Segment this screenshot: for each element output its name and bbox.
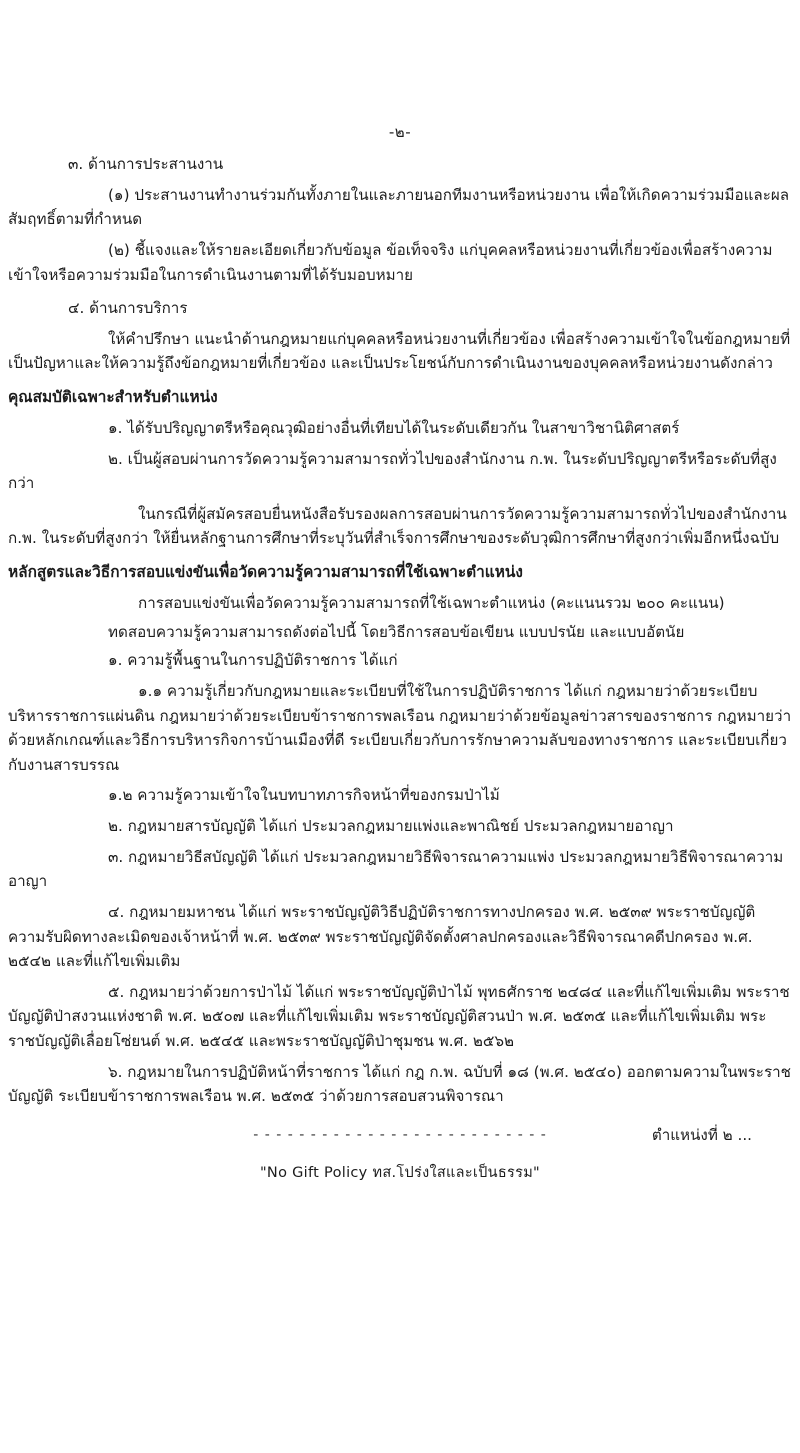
curriculum-item-5: ๕. กฎหมายว่าด้วยการป่าไม้ ได้แก่ พระราชบัญญัติป่าไม้ พุทธศักราช ๒๔๘๔ และที่แก้ไขเพิ่มเติม พระราชบัญญัติป่าสงวนแห่งชาติ พ.ศ. ๒๕๐๗ และที่แก้ไขเพิ่มเติม พระราชบัญญัติสวนป่า พ.ศ. ๒๕๓๕ และที่แก้ไขเพิ่มเติม พระราชบัญญัติเลื่อยโซ่ยนต์ พ.ศ. ๒๕๔๕ และพระราชบัญญัติป่าชุมชน พ.ศ. ๒๕๖๒ (8, 982, 790, 1051)
curriculum-item-1-2: ๑.๒ ความรู้ความเข้าใจในบทบาทภารกิจหน้าที่ของกรมป่าไม้ (108, 786, 500, 805)
section-item-coordination-1: (๑) ประสานงานทำงานร่วมกันทั้งภายในและภายนอกทีมงานหรือหน่วยงาน เพื่อให้เกิดความร่วมมือและผลสัมฤทธิ์ตามที่กำหนด (8, 185, 790, 229)
section-heading-coordination: ๓. ด้านการประสานงาน (68, 155, 224, 173)
section-item-service-1: ให้คำปรึกษา แนะนำด้านกฎหมายแก่บุคคลหรือหน่วยงานที่เกี่ยวข้อง เพื่อสร้างความเข้าใจในข้อกฎหมายที่เป็นปัญหาและให้ความรู้ถึงข้อกฎหมายที่เกี่ยวข้อง และเป็นประโยชน์กับการดำเนินงานของบุคคลหรือหน่วยงานดังกล่าว (8, 329, 791, 373)
curriculum-item-2: ๒. กฎหมายสารบัญญัติ ได้แก่ ประมวลกฎหมายแพ่งและพาณิชย์ ประมวลกฎหมายอาญา (108, 817, 674, 836)
document-content (0, 120, 800, 1184)
section-item-coordination-2: (๒) ชี้แจงและให้รายละเอียดเกี่ยวกับข้อมูล ข้อเท็จจริง แก่บุคคลหรือหน่วยงานที่เกี่ยวข้องเพื่อสร้างความเข้าใจหรือความร่วมมือในการดำเนินงานตามที่ได้รับมอบหมาย (8, 240, 773, 284)
curriculum-item-4: ๔. กฎหมายมหาชน ได้แก่ พระราชบัญญัติวิธีปฏิบัติราชการทางปกครอง พ.ศ. ๒๕๓๙ พระราชบัญญัติความรับผิดทางละเมิดของเจ้าหน้าที่ พ.ศ. ๒๕๓๙ พระราชบัญญัติจัดตั้งศาลปกครองและวิธีพิจารณาคดีปกครอง พ.ศ. ๒๕๔๒ และที่แก้ไขเพิ่มเติม (8, 902, 756, 971)
footer-divider: - - - - - - - - - - - - - - - - - - - - - - - - - - (253, 1126, 547, 1143)
qualifications-heading: คุณสมบัติเฉพาะสำหรับตำแหน่ง (8, 388, 218, 406)
qualification-item-1: ๑. ได้รับปริญญาตรีหรือคุณวุฒิอย่างอื่นที่เทียบได้ในระดับเดียวกัน ในสาขาวิชานิติศาสตร์ (108, 418, 680, 437)
next-page-reference: ตำแหน่งที่ ๒ ... (651, 1125, 752, 1144)
curriculum-intro-1: การสอบแข่งขันเพื่อวัดความรู้ความสามารถที่ใช้เฉพาะตำแหน่ง (คะแนนรวม ๒๐๐ คะแนน) (138, 594, 725, 613)
section-heading-service: ๔. ด้านการบริการ (68, 299, 188, 318)
qualification-item-2: ๒. เป็นผู้สอบผ่านการวัดความรู้ความสามารถทั่วไปของสำนักงาน ก.พ. ในระดับปริญญาตรีหรือระดับที่สูงกว่า (8, 449, 777, 493)
curriculum-intro-2: ทดสอบความรู้ความสามารถดังต่อไปนี้ โดยวิธีการสอบข้อเขียน แบบปรนัย และแบบอัตนัย (108, 622, 685, 641)
curriculum-item-1-1: ๑.๑ ความรู้เกี่ยวกับกฎหมายและระเบียบที่ใช้ในการปฏิบัติราชการ ได้แก่ กฎหมายว่าด้วยระเบียบบริหารราชการแผ่นดิน กฎหมายว่าด้วยระเบียบข้าราชการพลเรือน กฎหมายว่าด้วยข้อมูลข่าวสารของราชการ กฎหมายว่าด้วยหลักเกณฑ์และวิธีการบริหารกิจการบ้านเมืองที่ดี ระเบียบเกี่ยวกับการรักษาความลับของทางราชการ และระเบียบเกี่ยวกับงานสารบรรณ (8, 681, 792, 774)
page-number: -๒- (388, 123, 412, 141)
curriculum-item-3: ๓. กฎหมายวิธีสบัญญัติ ได้แก่ ประมวลกฎหมายวิธีพิจารณาความแพ่ง ประมวลกฎหมายวิธีพิจารณาความอาญา (8, 847, 784, 891)
curriculum-heading: หลักสูตรและวิธีการสอบแข่งขันเพื่อวัดความรู้ความสามารถที่ใช้เฉพาะตำแหน่ง (8, 563, 523, 582)
curriculum-item-6: ๖. กฎหมายในการปฏิบัติหน้าที่ราชการ ได้แก่ กฎ ก.พ. ฉบับที่ ๑๘ (พ.ศ. ๒๕๔๐) ออกตามความในพระราชบัญญัติ ระเบียบข้าราชการพลเรือน พ.ศ. ๒๕๓๕ ว่าด้วยการสอบสวนพิจารณา (8, 1062, 791, 1106)
curriculum-item-1: ๑. ความรู้พื้นฐานในการปฏิบัติราชการ ได้แก่ (108, 651, 398, 670)
no-gift-policy-text: "No Gift Policy ทส.โปร่งใสและเป็นธรรม" (259, 1164, 541, 1181)
qualifications-note: ในกรณีที่ผู้สมัครสอบยื่นหนังสือรับรองผลการสอบผ่านการวัดความรู้ความสามารถทั่วไปของสำนักงาน ก.พ. ในระดับที่สูงกว่า ให้ยื่นหลักฐานการศึกษาที่ระบุวันที่สำเร็จการศึกษาของระดับวุฒิการศึกษาที่สูงกว่าเพิ่มอีกหนึ่งฉบับ (8, 504, 787, 548)
